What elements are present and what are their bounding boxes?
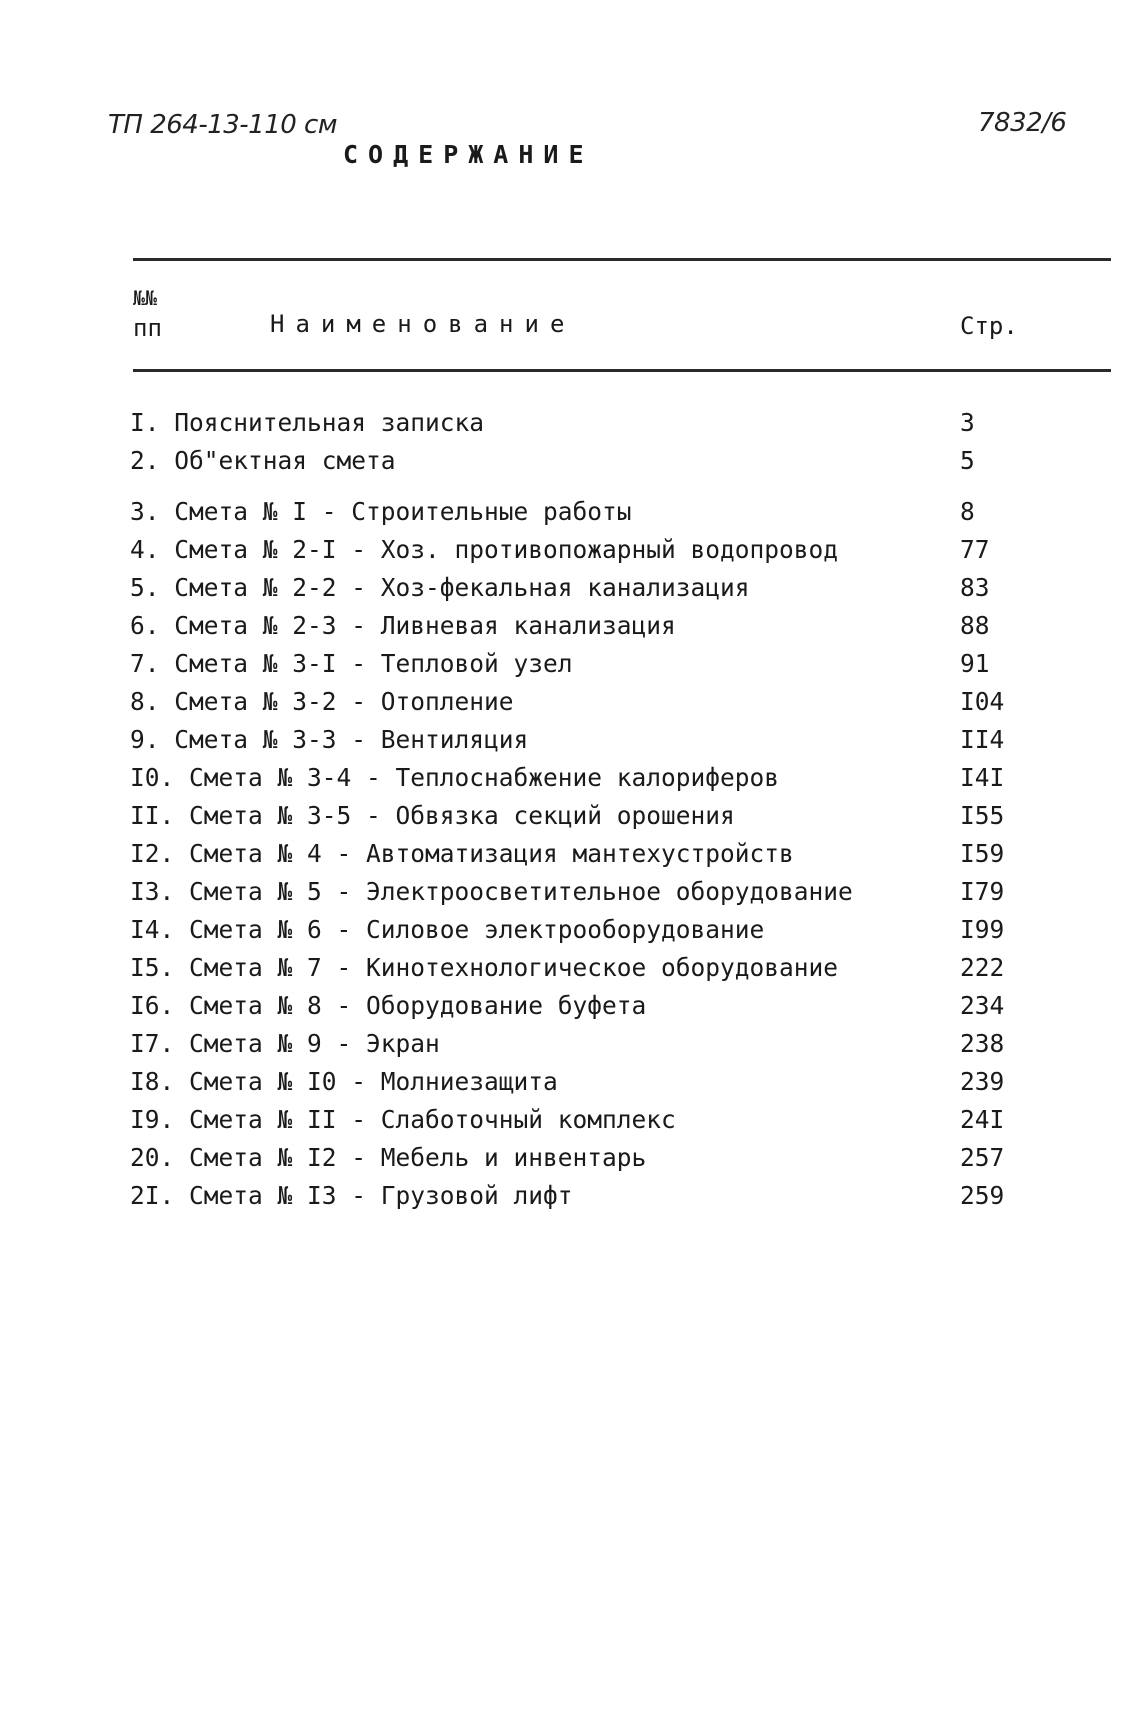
toc-entry [130,763,1030,797]
toc-entry-page: I79 [960,877,1005,906]
toc-entry-title: 6. Смета № 2-3 - Ливневая канализация [130,611,676,640]
toc-entry [130,801,1030,835]
toc-entry-title: 7. Смета № 3-I - Тепловой узел [130,649,573,678]
toc-entry-page: I55 [960,801,1005,830]
toc-entry-title: I0. Смета № 3-4 - Теплоснабжение калориферов [130,763,780,792]
toc-entry [130,953,1030,987]
toc-entry-title: I9. Смета № II - Слаботочный комплекс [130,1105,676,1134]
toc-entry-page: 222 [960,953,1005,982]
column-header-number-sign: №№ [133,286,158,310]
toc-entry-page: I04 [960,687,1005,716]
toc-entry-title: I6. Смета № 8 - Оборудование буфета [130,991,647,1020]
toc-entry [130,1105,1030,1139]
toc-entry [130,649,1030,683]
toc-entry-page: 83 [960,573,990,602]
toc-entry-page: I99 [960,915,1005,944]
toc-entry-title: I4. Смета № 6 - Силовое электрооборудование [130,915,765,944]
toc-entry-page: 91 [960,649,990,678]
archive-number: 7832/6 [978,108,1067,138]
toc-entry [130,1067,1030,1101]
document-code: ТП 264-13-110 см [108,110,337,140]
toc-entry [130,915,1030,949]
toc-entry-title: 2I. Смета № I3 - Грузовой лифт [130,1181,573,1210]
toc-entry-page: 239 [960,1067,1005,1096]
toc-entry [130,1029,1030,1063]
toc-entry-title: I5. Смета № 7 - Кинотехнологическое оборудование [130,953,839,982]
toc-entry [130,839,1030,873]
toc-entry [130,535,1030,569]
toc-entry-title: I8. Смета № I0 - Молниезащита [130,1067,558,1096]
toc-entry [130,991,1030,1025]
toc-entry [130,1181,1030,1215]
toc-entry-title: I3. Смета № 5 - Электроосветительное оборудование [130,877,853,906]
column-header-page: Стр. [960,312,1018,340]
toc-entry-title: II. Смета № 3-5 - Обвязка секций орошения [130,801,735,830]
toc-entry [130,725,1030,759]
toc-entry-page: 3 [960,408,975,437]
toc-entry [130,877,1030,911]
toc-entry-page: 77 [960,535,990,564]
toc-entry-title: I2. Смета № 4 - Автоматизация мантехустройств [130,839,794,868]
toc-entry-title: 8. Смета № 3-2 - Отопление [130,687,514,716]
page-title: СОДЕРЖАНИЕ [343,140,594,169]
toc-entry [130,446,1030,480]
toc-entry-title: 20. Смета № I2 - Мебель и инвентарь [130,1143,647,1172]
toc-entry-page: I4I [960,763,1005,792]
toc-entry [130,611,1030,645]
toc-entry-page: 8 [960,497,975,526]
column-header-name: Наименование [270,310,576,338]
toc-entry-page: 257 [960,1143,1005,1172]
toc-entry-page: 234 [960,991,1005,1020]
toc-entry-title: 5. Смета № 2-2 - Хоз-фекальная канализация [130,573,750,602]
toc-entry-title: 2. Об"ектная смета [130,446,396,475]
toc-entry-title: 3. Смета № I - Строительные работы [130,497,632,526]
toc-entry-page: 238 [960,1029,1005,1058]
toc-entry-title: 4. Смета № 2-I - Хоз. противопожарный водопровод [130,535,839,564]
toc-entry-page: 88 [960,611,990,640]
toc-entry-title: I7. Смета № 9 - Экран [130,1029,440,1058]
toc-entry [130,1143,1030,1177]
toc-entry-page: I59 [960,839,1005,868]
toc-entry [130,687,1030,721]
toc-entry-title: I. Пояснительная записка [130,408,485,437]
toc-entry [130,573,1030,607]
column-header-number: пп [133,314,162,342]
toc-entry-page: 259 [960,1181,1005,1210]
toc-entry [130,497,1030,531]
toc-entry-page: II4 [960,725,1005,754]
toc-entry-page: 24I [960,1105,1005,1134]
toc-entry [130,408,1030,442]
toc-entry-page: 5 [960,446,975,475]
toc-entry-title: 9. Смета № 3-3 - Вентиляция [130,725,529,754]
